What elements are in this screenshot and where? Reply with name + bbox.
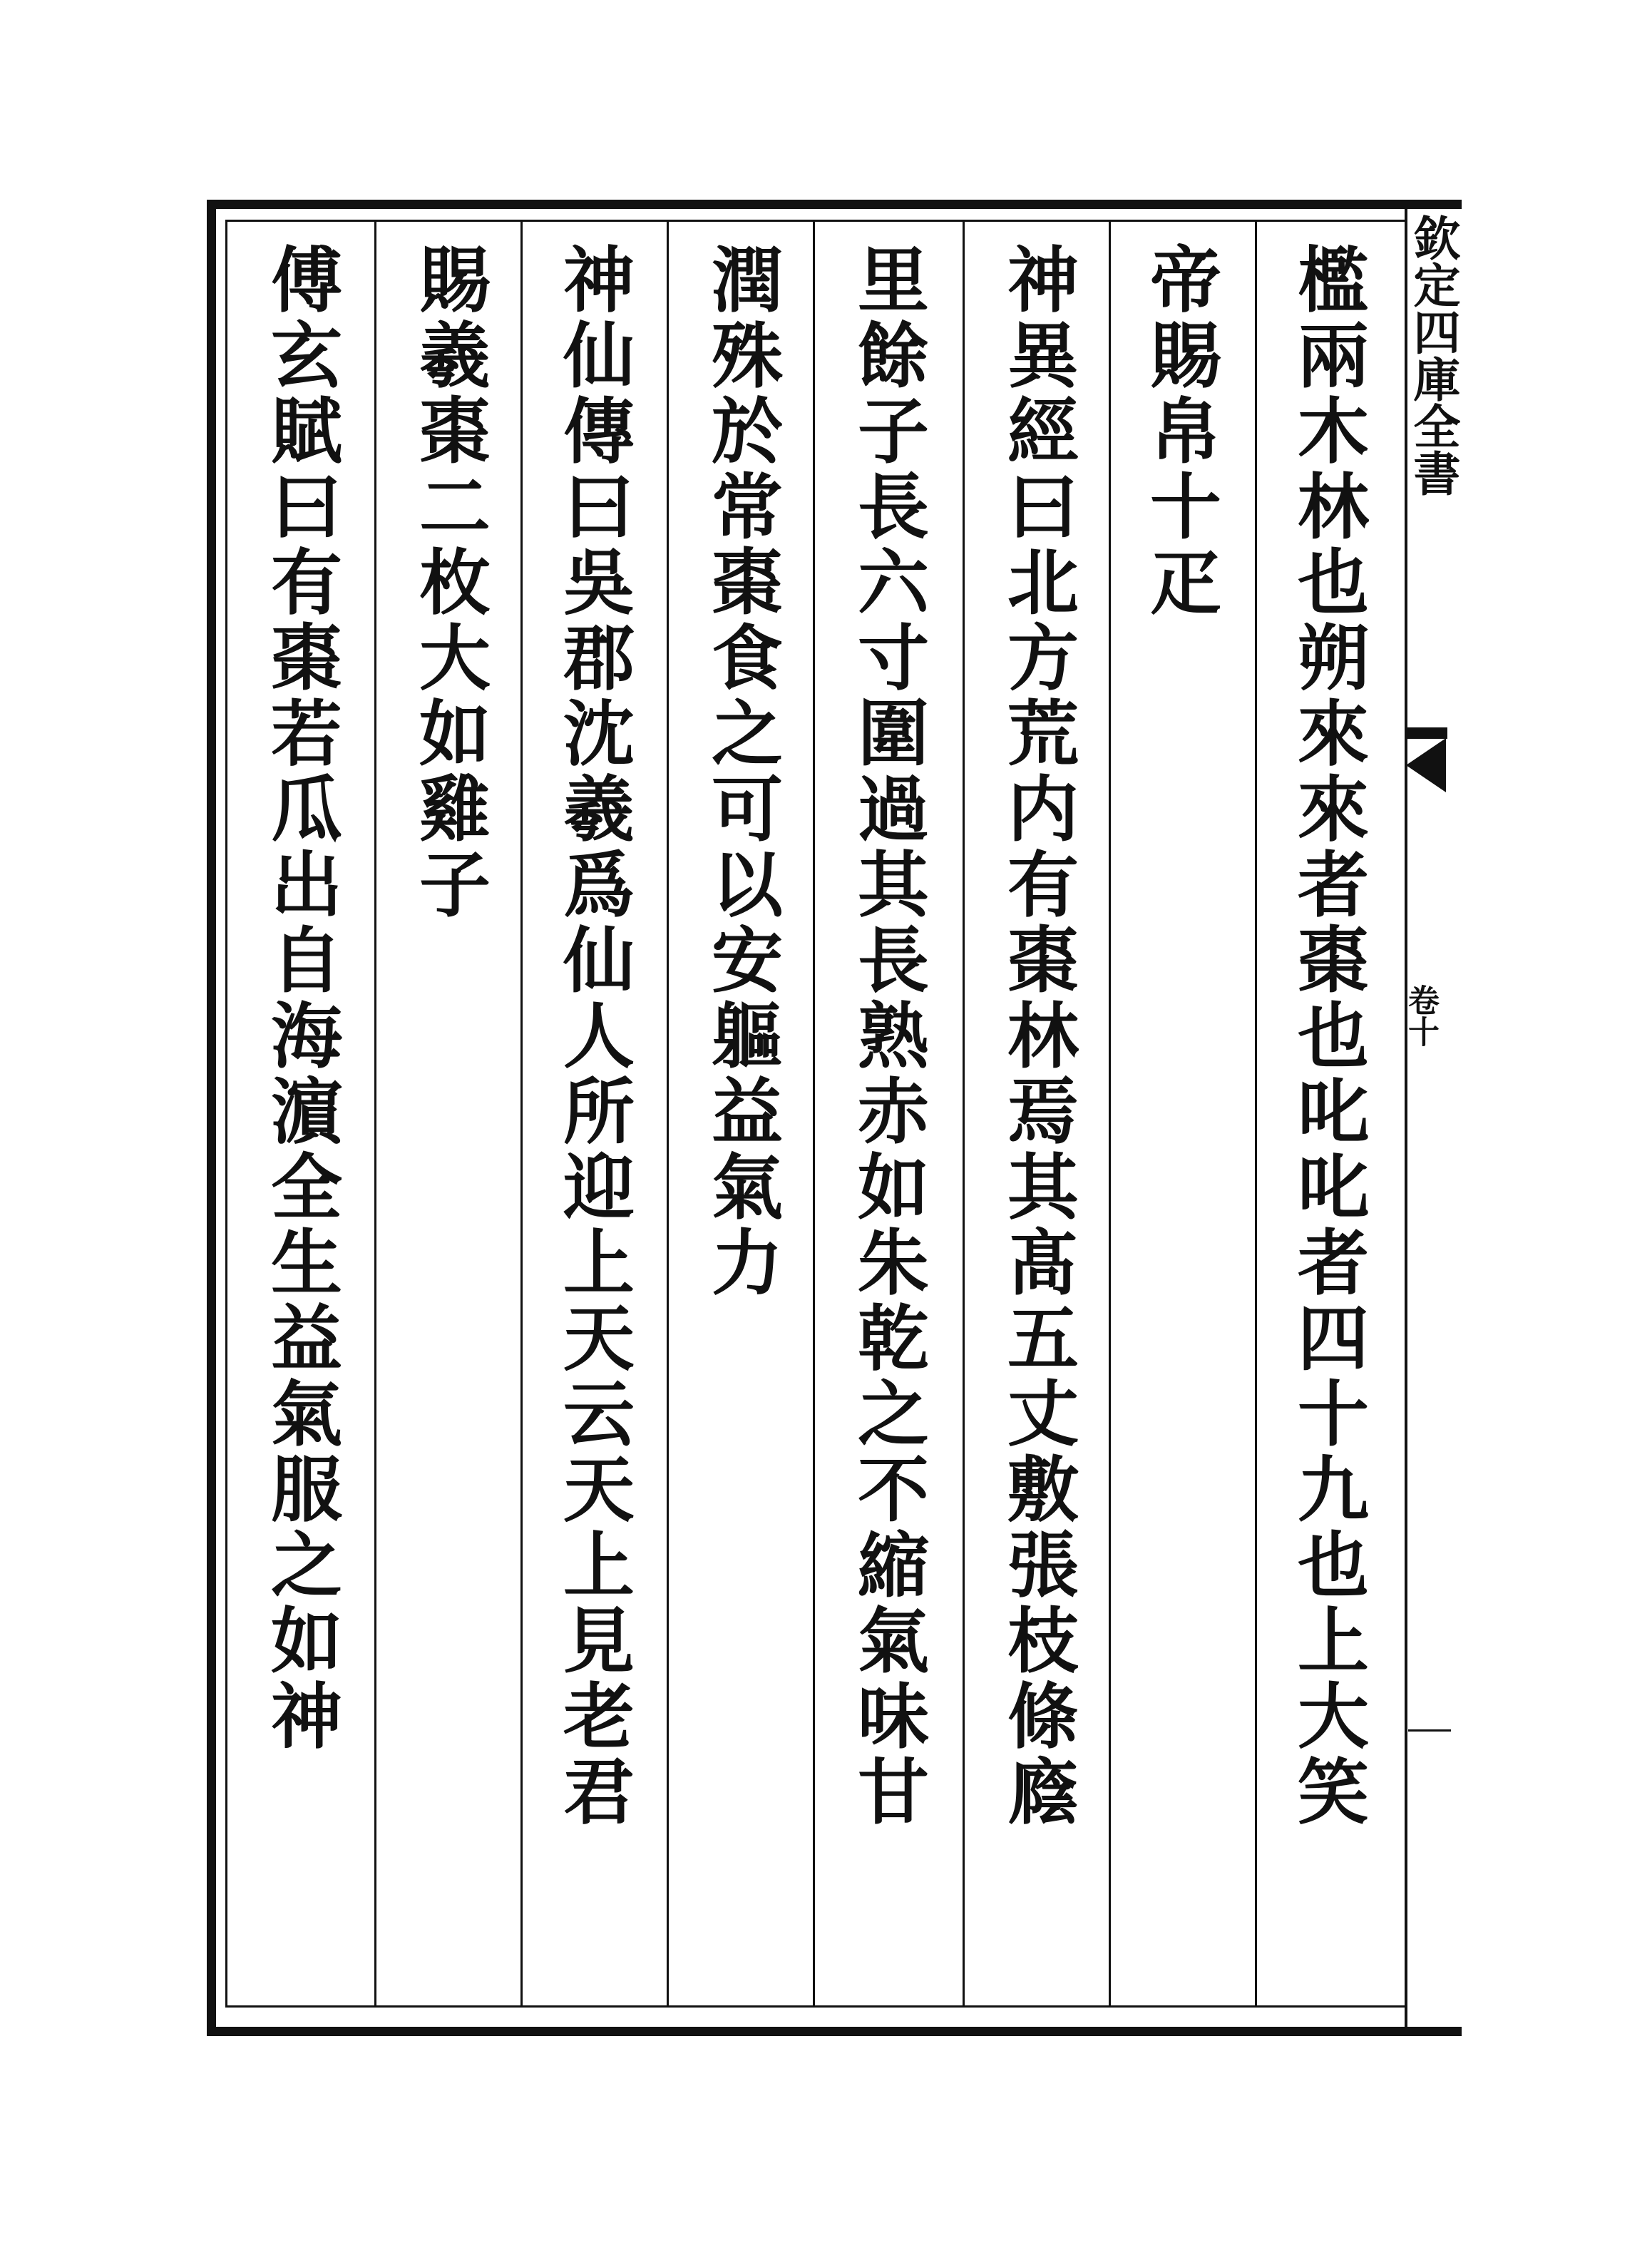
- text-column-8: 傅玄賦曰有棗若瓜出自海濵全生益氣服之如神: [259, 242, 343, 1754]
- volume-label: 卷十: [1402, 984, 1439, 1047]
- fish-tail-mark: [1406, 738, 1446, 792]
- column-divider: [813, 220, 815, 2008]
- inner-rule-bottom: [225, 2005, 1405, 2008]
- text-column-5: 潤殊於常棗食之可以安軀益氣力: [699, 242, 784, 1301]
- fish-tail-bar: [1406, 727, 1447, 739]
- text-column-7: 賜羲棗二枚大如雞子: [407, 242, 491, 923]
- text-column-1: 檻兩木林也朔來來者棗也叱叱者四十九也上大笑: [1286, 242, 1370, 1830]
- column-divider: [963, 220, 965, 2008]
- column-divider: [1255, 220, 1257, 2008]
- column-divider: [374, 220, 376, 2008]
- inner-rule-top: [225, 220, 1405, 222]
- column-divider: [520, 220, 523, 2008]
- page-frame: [207, 200, 1462, 2036]
- inner-rule-left: [225, 220, 227, 2008]
- book-title: 欽定四庫全書: [1405, 214, 1461, 496]
- column-divider: [667, 220, 669, 2008]
- text-column-4: 里餘子長六寸圍過其長熟赤如朱乾之不縮氣味甘: [846, 242, 930, 1830]
- text-column-6: 神仙傳曰吳郡沈羲爲仙人所迎上天云天上見老君: [551, 242, 635, 1830]
- text-column-2: 帝賜帛十疋: [1138, 242, 1222, 620]
- column-divider: [1109, 220, 1111, 2008]
- edge-tick: [1408, 1729, 1451, 1732]
- text-column-3: 神異經曰北方荒内有棗林焉其髙五丈敷張枝條廕: [995, 242, 1079, 1830]
